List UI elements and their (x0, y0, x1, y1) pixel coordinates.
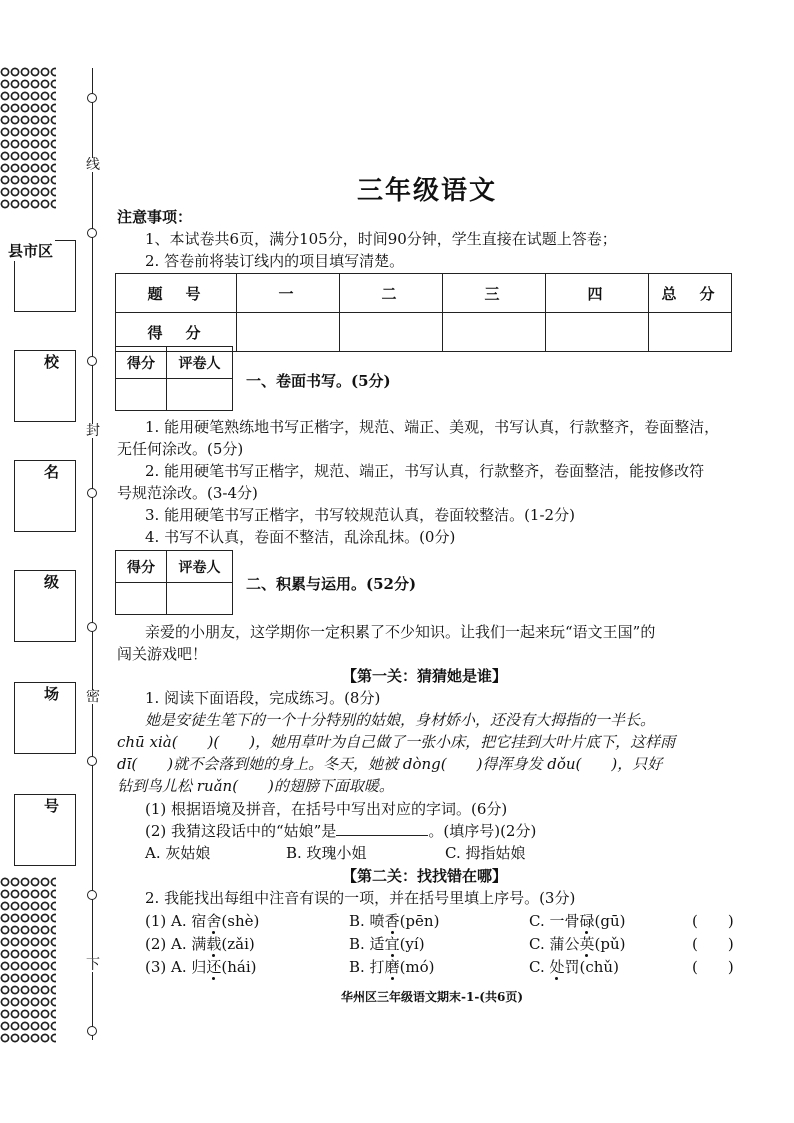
passage-line: chū xià( )( )，她用草叶为自己做了一张小床，把它挂到大叶片底下，这样雨 (117, 733, 676, 751)
grader-score-input[interactable] (116, 379, 167, 411)
q2-row1-a: (1) A. 宿舍(shè) (145, 912, 260, 930)
page-footer: 华州区三年级语文期末-1-(共6页) (340, 990, 524, 1004)
option-c: C. 拇指姑娘 (445, 844, 526, 862)
part1-line: 号规范涂改。(3-4分) (117, 484, 258, 502)
option-a: A. 灰姑娘 (145, 844, 211, 862)
q2-row3-b: B. 打磨(mó) (349, 958, 435, 976)
binding-char: 封 (86, 423, 100, 439)
question-1-2 (145, 821, 536, 841)
score-input-cell[interactable] (237, 313, 340, 352)
q2-row1-answer[interactable]: ( ) (692, 912, 734, 930)
q2-row2-b: B. 适宜(yí) (349, 935, 425, 953)
exam-room-label: 场 (44, 685, 60, 703)
notice-item: 1、本试卷共6页，满分105分，时间90分钟，学生直接在试题上答卷； (145, 230, 617, 248)
answer-blank[interactable] (336, 821, 428, 836)
binding-dot (87, 1026, 97, 1036)
q2-row3-c: C. 处罚(chǔ) (529, 958, 619, 976)
binding-dot (87, 356, 97, 366)
grader-score-input[interactable] (116, 583, 167, 615)
binding-char: 线 (86, 157, 100, 173)
score-header-cell: 一 (237, 274, 340, 313)
binding-holes-bottom (0, 876, 56, 1044)
grader-reviewer-input[interactable] (167, 379, 233, 411)
grader-score-label: 得分 (116, 347, 167, 379)
score-input-cell[interactable] (443, 313, 546, 352)
q2-row2-answer[interactable]: ( ) (692, 935, 734, 953)
level1-title: 【第一关：猜猜她是谁】 (342, 667, 508, 685)
part1-line: 无任何涂改。(5分) (117, 440, 244, 458)
part1-line: 4. 书写不认真，卷面不整洁，乱涂乱抹。(0分) (145, 528, 456, 546)
page-title: 三年级语文 (356, 176, 497, 206)
question-2: 2. 我能找出每组中注音有误的一项，并在括号里填上序号。(3分) (145, 889, 576, 907)
score-table (115, 273, 732, 352)
question-1: 1. 阅读下面语段，完成练习。(8分) (145, 689, 381, 707)
score-header-cell: 三 (443, 274, 546, 313)
q2-row2-a: (2) A. 满载(zǎi) (145, 935, 255, 953)
notice-item: 2. 答卷前将装订线内的项目填写清楚。 (145, 252, 405, 270)
grader-reviewer-label: 评卷人 (167, 551, 233, 583)
level2-title: 【第二关：找找错在哪】 (342, 867, 508, 885)
score-input-cell[interactable] (340, 313, 443, 352)
score-header-cell: 二 (340, 274, 443, 313)
seat-number-label: 号 (44, 797, 60, 815)
question-1-2-prompt: (2) 我猜这段话中的“姑娘”是 (145, 822, 337, 840)
grader-box-part1 (115, 346, 233, 411)
q2-row1-c: C. 一骨碌(gū) (529, 912, 626, 930)
question-1-2-suffix: 。(填序号)(2分) (428, 822, 537, 840)
part2-heading: 二、积累与运用。(52分) (246, 575, 417, 593)
score-input-cell[interactable] (546, 313, 649, 352)
grader-reviewer-input[interactable] (167, 583, 233, 615)
binding-char: 密 (86, 689, 100, 705)
grader-score-label: 得分 (116, 551, 167, 583)
passage-line: 她是安徒生笔下的一个十分特别的姑娘，身材娇小，还没有大拇指的一半长。 (145, 711, 656, 729)
score-input-cell[interactable] (649, 313, 732, 352)
part1-line: 2. 能用硬笔书写正楷字，规范、端正，书写认真，行款整齐，卷面整洁，能按修改符 (145, 462, 705, 480)
q2-row2-c: C. 蒲公英(pǔ) (529, 935, 626, 953)
q2-row1-b: B. 喷香(pēn) (349, 912, 440, 930)
grader-reviewer-label: 评卷人 (167, 347, 233, 379)
county-label: 县市区 (8, 242, 54, 260)
binding-dot (87, 890, 97, 900)
notice-heading: 注意事项： (117, 208, 193, 226)
score-row-label: 得 分 (116, 313, 237, 352)
binding-dot (87, 488, 97, 498)
binding-dot (87, 93, 97, 103)
score-header-cell: 四 (546, 274, 649, 313)
part2-intro: 亲爱的小朋友，这学期你一定积累了不少知识。让我们一起来玩“语文王国”的 (145, 623, 656, 641)
part1-line: 3. 能用硬笔书写正楷字，书写较规范认真，卷面较整洁。(1-2分) (145, 506, 575, 524)
part1-heading: 一、卷面书写。(5分) (246, 372, 391, 390)
name-label: 名 (44, 463, 60, 481)
question-1-1: (1) 根据语境及拼音，在括号中写出对应的字词。(6分) (145, 800, 508, 818)
score-header-cell: 题 号 (116, 274, 237, 313)
option-b: B. 玫瑰小姐 (286, 844, 367, 862)
score-header-cell: 总 分 (649, 274, 732, 313)
binding-dot (87, 228, 97, 238)
passage-line: dī( )就不会落到她的身上。冬天，她被 dòng( )得浑身发 dǒu( )，只好 (117, 755, 663, 773)
grader-box-part2 (115, 550, 233, 615)
binding-char: 下 (86, 957, 100, 973)
part1-line: 1. 能用硬笔熟练地书写正楷字，规范、端正、美观，书写认真，行款整齐，卷面整洁， (145, 418, 720, 436)
binding-dot (87, 622, 97, 632)
q2-row3-a: (3) A. 归还(hái) (145, 958, 257, 976)
part2-intro: 闯关游戏吧！ (117, 645, 208, 663)
school-label: 校 (44, 353, 60, 371)
class-label: 级 (44, 573, 60, 591)
q2-row3-answer[interactable]: ( ) (692, 958, 734, 976)
binding-dot (87, 756, 97, 766)
passage-line: 钻到鸟儿松 ruǎn( )的翅膀下面取暖。 (117, 777, 394, 795)
